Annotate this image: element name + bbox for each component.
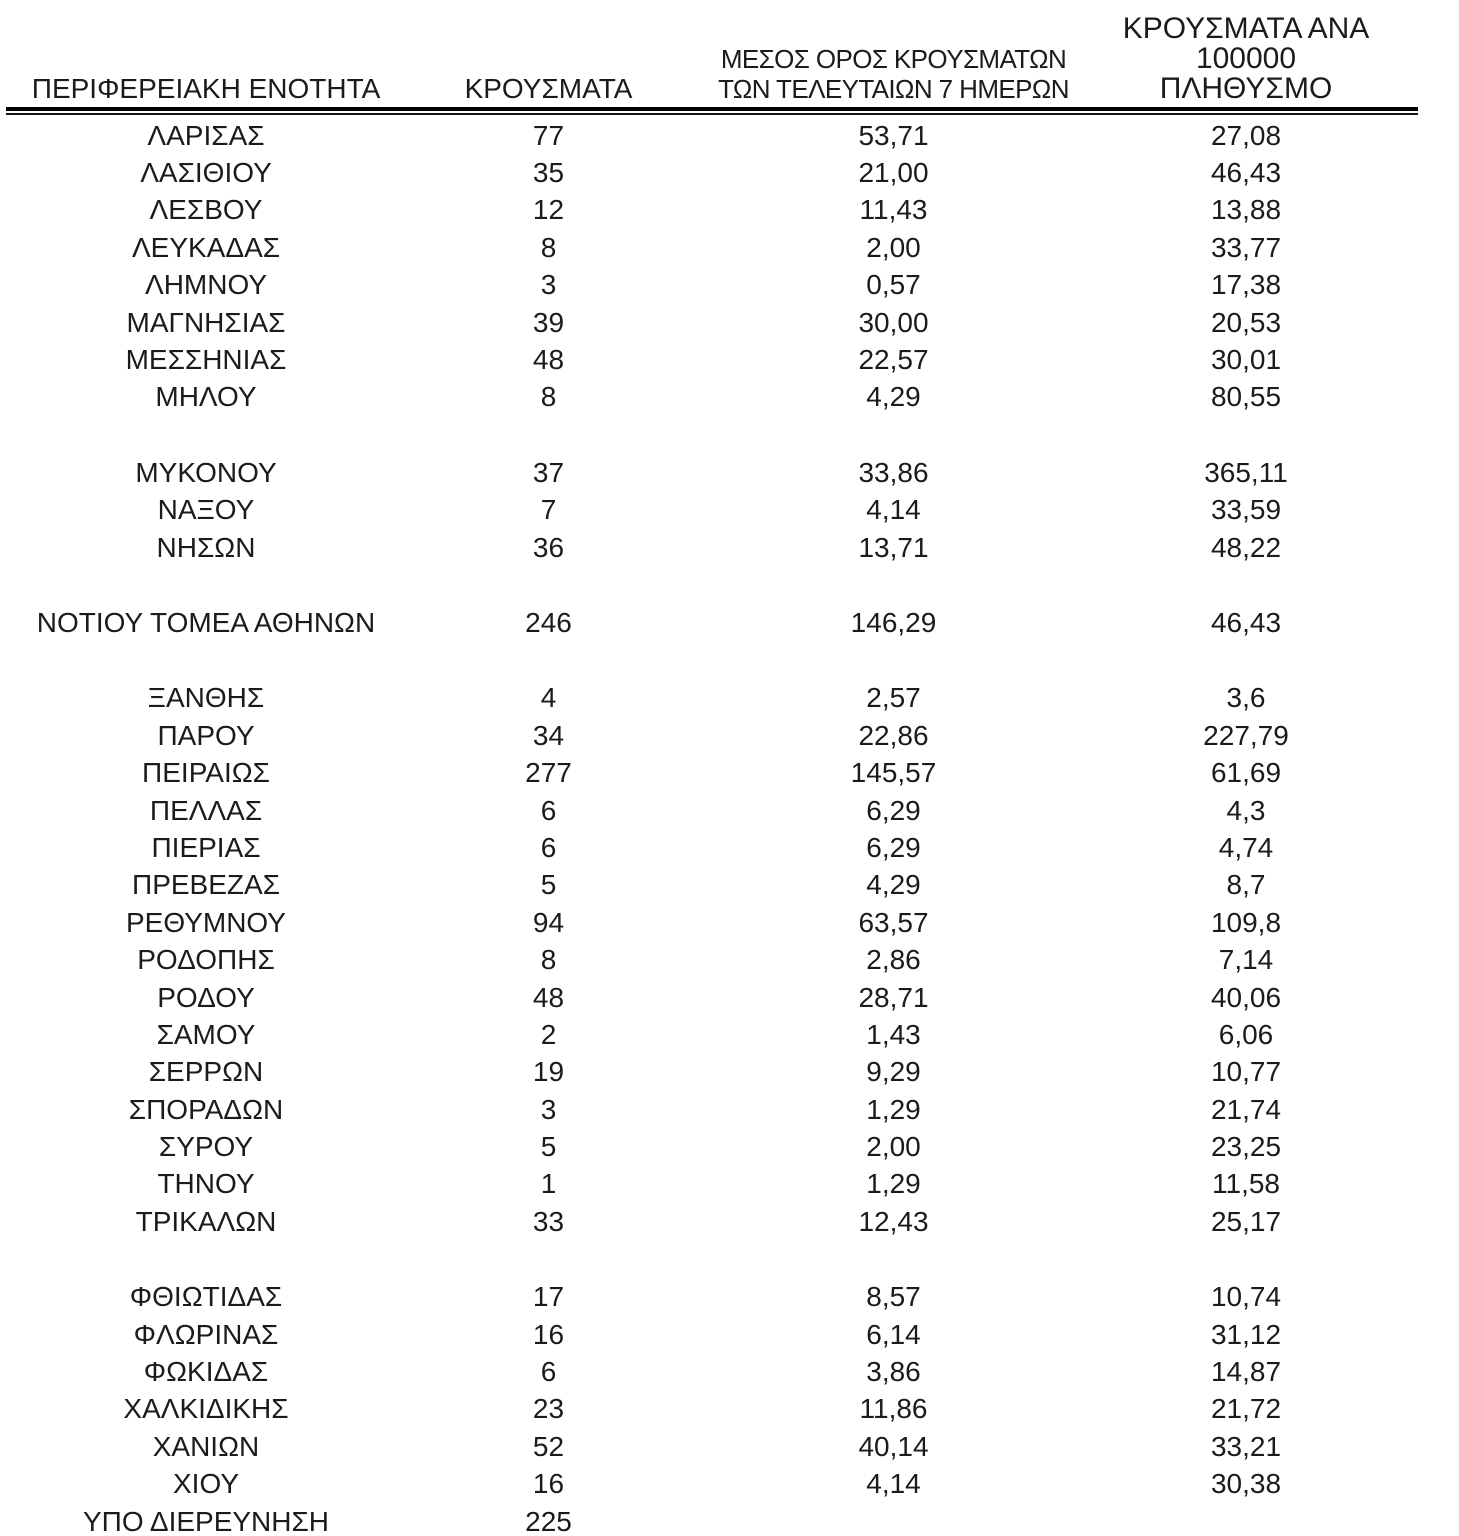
region-cell: ΠΙΕΡΙΑΣ <box>151 831 261 863</box>
table-row <box>6 304 1459 341</box>
avg7-cell: 4,14 <box>866 1468 921 1500</box>
avg7-cell: 1,29 <box>866 1168 921 1200</box>
avg7-cell: 4,29 <box>866 381 921 413</box>
avg7-cell: 2,00 <box>866 231 921 263</box>
avg7-cell: 11,86 <box>859 1393 928 1425</box>
table-row <box>6 379 1459 416</box>
table-row <box>6 1316 1459 1353</box>
table-row <box>6 904 1459 941</box>
cases-cell: 225 <box>525 1505 572 1536</box>
cases-cell: 19 <box>532 1056 565 1088</box>
per100k-cell: 20,53 <box>1210 306 1282 338</box>
per100k-cell: 13,88 <box>1210 194 1282 226</box>
avg7-cell: 9,29 <box>866 1056 921 1088</box>
table-row <box>6 867 1459 904</box>
per100k-cell: 10,77 <box>1210 1056 1282 1088</box>
region-cell: ΤΗΝΟΥ <box>157 1168 255 1200</box>
avg7-cell: 13,71 <box>858 531 929 563</box>
col-header-per100k <box>1096 14 1396 104</box>
region-cell: ΝΟΤΙΟΥ ΤΟΜΕΑ ΑΘΗΝΩΝ <box>36 606 376 638</box>
region-cell: ΜΑΓΝΗΣΙΑΣ <box>126 306 286 338</box>
cases-cell: 39 <box>532 306 565 338</box>
per100k-cell: 6,06 <box>1218 1018 1274 1050</box>
per100k-cell: 33,21 <box>1210 1430 1282 1462</box>
table-row <box>6 192 1459 229</box>
avg7-cell: 6,14 <box>866 1318 921 1350</box>
table-row <box>6 1016 1459 1053</box>
per100k-cell: 46,43 <box>1210 157 1282 189</box>
col-header-per100k-line1: ΚΡΟΥΣΜΑΤΑ ΑΝΑ 100000 <box>1122 12 1370 75</box>
col-header-region-label: ΠΕΡΙΦΕΡΕΙΑΚΗ ΕΝΟΤΗΤΑ <box>31 73 381 104</box>
region-cell: ΦΛΩΡΙΝΑΣ <box>133 1318 279 1350</box>
avg7-cell: 4,14 <box>866 494 921 526</box>
cases-cell: 246 <box>525 606 572 638</box>
per100k-cell: 23,25 <box>1210 1131 1282 1163</box>
table-row <box>6 717 1459 754</box>
region-cell: ΦΘΙΩΤΙΔΑΣ <box>129 1281 283 1313</box>
cases-cell: 16 <box>532 1318 565 1350</box>
cases-cell: 37 <box>532 456 565 488</box>
avg7-cell: 53,71 <box>858 119 929 151</box>
cases-cell: 277 <box>525 757 572 789</box>
per100k-cell: 30,38 <box>1210 1468 1282 1500</box>
avg7-cell: 40,14 <box>858 1430 929 1462</box>
per100k-cell: 4,74 <box>1218 831 1274 863</box>
table-row <box>6 492 1459 529</box>
region-cell: ΛΑΣΙΘΙΟΥ <box>140 157 272 189</box>
cases-cell: 8 <box>540 944 557 976</box>
table-row <box>6 1279 1459 1316</box>
region-cell: ΣΕΡΡΩΝ <box>148 1056 264 1088</box>
avg7-cell: 6,29 <box>866 794 921 826</box>
region-cell: ΜΥΚΟΝΟΥ <box>135 456 277 488</box>
per100k-cell: 365,11 <box>1204 456 1288 488</box>
per100k-cell: 3,6 <box>1226 682 1266 714</box>
cases-cell: 77 <box>532 119 565 151</box>
per100k-cell: 46,43 <box>1210 606 1282 638</box>
avg7-cell: 2,86 <box>866 944 921 976</box>
cases-cell: 16 <box>532 1468 565 1500</box>
region-cell: ΤΡΙΚΑΛΩΝ <box>135 1205 277 1237</box>
col-header-avg7 <box>691 44 1096 104</box>
table-row <box>6 267 1459 304</box>
per100k-cell: 25,17 <box>1210 1205 1282 1237</box>
avg7-cell: 33,86 <box>858 456 929 488</box>
table-row <box>6 229 1459 266</box>
cases-cell: 52 <box>532 1430 565 1462</box>
region-cell: ΦΩΚΙΔΑΣ <box>143 1356 269 1388</box>
region-cell: ΞΑΝΘΗΣ <box>147 682 265 714</box>
region-cell: ΣΥΡΟΥ <box>158 1131 254 1163</box>
per100k-cell: 21,72 <box>1210 1393 1282 1425</box>
table-row <box>6 754 1459 791</box>
cases-cell: 3 <box>540 269 557 301</box>
avg7-cell: 1,29 <box>866 1093 921 1125</box>
region-cell: ΝΗΣΩΝ <box>156 531 256 563</box>
header-divider <box>6 107 1418 115</box>
table-row <box>6 1203 1459 1240</box>
cases-cell: 12 <box>532 194 565 226</box>
row-spacer <box>6 642 1459 680</box>
per100k-cell: 80,55 <box>1210 381 1282 413</box>
region-cell: ΡΟΔΟΠΗΣ <box>137 944 275 976</box>
avg7-cell: 0,57 <box>866 269 921 301</box>
region-cell: ΡΟΔΟΥ <box>157 981 255 1013</box>
cases-cell: 6 <box>540 794 557 826</box>
region-cell: ΝΑΞΟΥ <box>157 494 255 526</box>
region-cell: ΛΗΜΝΟΥ <box>144 269 268 301</box>
cases-cell: 48 <box>532 981 565 1013</box>
avg7-cell: 3,86 <box>866 1356 921 1388</box>
cases-cell: 48 <box>532 344 565 376</box>
per100k-cell: 21,74 <box>1210 1093 1282 1125</box>
region-cell: ΣΠΟΡΑΔΩΝ <box>128 1093 284 1125</box>
region-cell: ΛΕΥΚΑΔΑΣ <box>131 231 281 263</box>
cases-cell: 5 <box>540 1131 557 1163</box>
avg7-cell: 30,00 <box>858 306 929 338</box>
table-row <box>6 1428 1459 1465</box>
table-row <box>6 1391 1459 1428</box>
per100k-cell: 7,14 <box>1218 944 1274 976</box>
table-row <box>6 792 1459 829</box>
avg7-cell: 11,43 <box>859 194 928 226</box>
table-row <box>6 941 1459 978</box>
cases-cell: 4 <box>540 682 557 714</box>
table-header-row <box>6 14 1459 107</box>
table-row <box>6 341 1459 378</box>
table-row <box>6 1054 1459 1091</box>
region-cell: ΣΑΜΟΥ <box>156 1018 256 1050</box>
avg7-cell: 2,57 <box>866 682 921 714</box>
region-cell: ΠΕΛΛΑΣ <box>149 794 263 826</box>
table-row <box>6 829 1459 866</box>
avg7-cell: 63,57 <box>858 906 929 938</box>
cases-cell: 36 <box>532 531 565 563</box>
cases-cell: 34 <box>532 719 565 751</box>
avg7-cell: 146,29 <box>850 606 937 638</box>
row-spacer <box>6 566 1459 604</box>
cases-cell: 8 <box>540 381 557 413</box>
avg7-cell: 145,57 <box>850 757 937 789</box>
avg7-cell: 8,57 <box>866 1281 921 1313</box>
region-cell: ΜΗΛΟΥ <box>155 381 257 413</box>
table-row <box>6 117 1459 154</box>
table-row <box>6 1353 1459 1390</box>
per100k-cell: 11,58 <box>1212 1168 1280 1200</box>
per100k-cell: 17,38 <box>1210 269 1282 301</box>
cases-cell: 1 <box>540 1168 557 1200</box>
table-row <box>6 979 1459 1016</box>
cases-cell: 94 <box>532 906 565 938</box>
cases-cell: 35 <box>532 157 565 189</box>
region-cell: ΛΑΡΙΣΑΣ <box>147 119 265 151</box>
col-header-cases <box>406 74 691 104</box>
per100k-cell: 14,87 <box>1210 1356 1282 1388</box>
col-header-avg7-line1: ΜΕΣΟΣ ΟΡΟΣ ΚΡΟΥΣΜΑΤΩΝ <box>720 44 1067 74</box>
cases-cell: 23 <box>532 1393 565 1425</box>
per100k-cell: 31,12 <box>1210 1318 1282 1350</box>
region-cell: ΠΕΙΡΑΙΩΣ <box>142 757 270 789</box>
table-row <box>6 604 1459 641</box>
region-cell: ΧΑΛΚΙΔΙΚΗΣ <box>123 1393 289 1425</box>
per100k-cell: 10,74 <box>1210 1281 1282 1313</box>
cases-cell: 6 <box>540 831 557 863</box>
table-row <box>6 454 1459 491</box>
region-cell: ΠΑΡΟΥ <box>157 719 255 751</box>
per100k-cell: 33,59 <box>1210 494 1282 526</box>
table-body <box>6 115 1459 1536</box>
table-row <box>6 1166 1459 1203</box>
cases-cell: 8 <box>540 231 557 263</box>
per100k-cell: 33,77 <box>1210 231 1282 263</box>
per100k-cell: 40,06 <box>1210 981 1282 1013</box>
avg7-cell: 1,43 <box>866 1018 921 1050</box>
per100k-cell: 27,08 <box>1210 119 1282 151</box>
cases-cell: 33 <box>532 1205 565 1237</box>
per100k-cell: 8,7 <box>1226 869 1266 901</box>
region-cell: ΧΙΟΥ <box>172 1468 239 1500</box>
region-cell: ΥΠΟ ΔΙΕΡΕΥΝΗΣΗ <box>82 1505 330 1536</box>
col-header-region <box>6 74 406 104</box>
cases-cell: 3 <box>540 1093 557 1125</box>
per100k-cell: 227,79 <box>1203 719 1289 751</box>
avg7-cell: 12,43 <box>858 1205 929 1237</box>
per100k-cell: 48,22 <box>1210 531 1282 563</box>
region-cell: ΜΕΣΣΗΝΙΑΣ <box>125 344 287 376</box>
table-row <box>6 1091 1459 1128</box>
region-cell: ΠΡΕΒΕΖΑΣ <box>131 869 280 901</box>
region-cell: ΛΕΣΒΟΥ <box>149 194 263 226</box>
col-header-per100k-line2: ΠΛΗΘΥΣΜΟ <box>1159 72 1333 105</box>
col-header-cases-label: ΚΡΟΥΣΜΑΤΑ <box>464 73 633 104</box>
avg7-cell: 28,71 <box>858 981 929 1013</box>
table-row <box>6 529 1459 566</box>
table-row <box>6 1466 1459 1503</box>
cases-cell: 7 <box>540 494 557 526</box>
avg7-cell: 21,00 <box>858 157 929 189</box>
region-cell: ΡΕΘΥΜΝΟΥ <box>125 906 286 938</box>
avg7-cell: 2,00 <box>866 1131 921 1163</box>
row-spacer <box>6 416 1459 454</box>
cases-cell: 5 <box>540 869 557 901</box>
region-cell: ΧΑΝΙΩΝ <box>152 1430 260 1462</box>
cases-cell: 6 <box>540 1356 557 1388</box>
avg7-cell: 22,57 <box>858 344 929 376</box>
cases-cell: 2 <box>540 1018 557 1050</box>
table-row <box>6 680 1459 717</box>
avg7-cell: 22,86 <box>858 719 929 751</box>
avg7-cell: 4,29 <box>866 869 921 901</box>
per100k-cell: 30,01 <box>1210 344 1282 376</box>
avg7-cell: 6,29 <box>866 831 921 863</box>
table-row <box>6 1503 1459 1536</box>
per100k-cell: 109,8 <box>1210 906 1282 938</box>
per100k-cell: 4,3 <box>1226 794 1266 826</box>
per100k-cell: 61,69 <box>1210 757 1282 789</box>
table-row <box>6 1128 1459 1165</box>
cases-cell: 17 <box>532 1281 565 1313</box>
col-header-avg7-line2: ΤΩΝ ΤΕΛΕΥΤΑΙΩΝ 7 ΗΜΕΡΩΝ <box>718 74 1069 104</box>
table-row <box>6 154 1459 191</box>
row-spacer <box>6 1241 1459 1279</box>
